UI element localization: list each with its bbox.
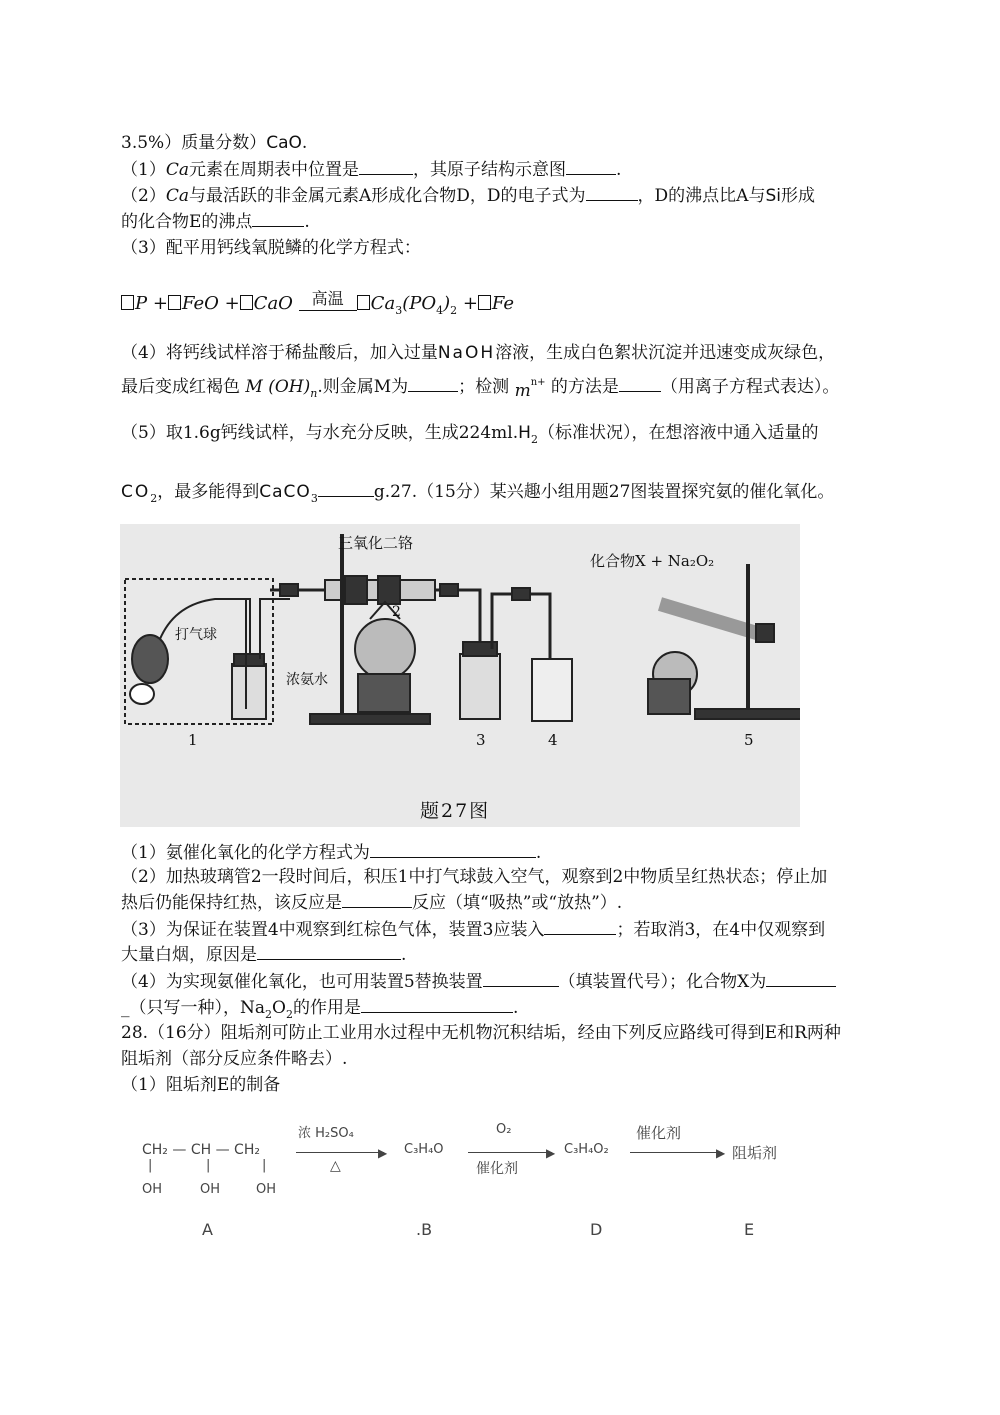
coef-box (357, 295, 370, 310)
part-2-line2: 热后仍能保持红热，该反应是 反应（填“吸热”或“放热”）. (121, 893, 623, 913)
question-3: （3）配平用钙线氧脱鳞的化学方程式： (121, 238, 421, 258)
question-4-line2: 最后变成红褐色 M $(OH)_n$.则金属M为 ；检测 $m^{n+}$ 的方法是 （用离子方程式表达）。 (121, 377, 840, 401)
part-1: （1）氨催化氧化的化学方程式为 . (121, 843, 542, 863)
arrow-2 (468, 1152, 552, 1153)
arrow-1 (296, 1152, 384, 1153)
question-4: （4）将钙线试样溶于稀盐酸后，加入过量NaOH溶液，生成白色絮状沉淀并迅速变成灰绿色， (121, 343, 836, 363)
device-label-5: 5 (744, 731, 754, 749)
device-label-1: 1 (188, 731, 198, 749)
coef-box (478, 295, 491, 310)
device-label-2: 2 (392, 604, 401, 620)
question-5: （5）取1.6g钙线试样，与水充分反映，生成$224ml.H_2$（标准状况），在想溶液中通入适量的 (121, 423, 819, 446)
part-2: （2）加热玻璃管2一段时间后，积压1中打气球鼓入空气，观察到2中物质呈红热状态；停止加 (121, 867, 828, 887)
label-ammonia: 浓氨水 (286, 672, 328, 688)
question-2: （2）Ca与最活跃的非金属元素A形成化合物D，D的电子式为 ，D的沸点比A与Si形成 (121, 186, 815, 206)
coef-box (240, 295, 253, 310)
arrow-3 (630, 1152, 722, 1153)
line-mass-fraction: 3.5%）质量分数）CaO. (121, 133, 308, 153)
label-compound-x: 化合物X + Na₂O₂ (590, 552, 715, 570)
part-4-line2: _（只写一种），$Na_2O_2$的作用是 . (121, 998, 519, 1021)
part-4: （4）为实现氨催化氧化，也可用装置5替换装置 （填装置代号）；化合物X为 (121, 970, 836, 993)
question-28: 28.（16分）阻垢剂可防止工业用水过程中无机物沉积结垢，经由下列反应路线可得到E和R两种 (121, 1023, 841, 1043)
label-E: E (744, 1220, 755, 1239)
label-pump: 打气球 (175, 627, 217, 643)
label-D: D (590, 1220, 603, 1239)
reaction-scheme: CH₂ — CH — CH₂ | | | OH OH OH 浓 H₂SO₄ ▶ △ C₃H₄O O₂ ▶ 催化剂 C₃H₄O₂ 催化剂 ▶ 阻垢剂 A .B D E (142, 1122, 778, 1239)
coef-box (121, 295, 134, 310)
figure-caption: 题27图 (420, 800, 491, 822)
part-3-line2: 大量白烟，原因是 . (121, 945, 407, 965)
balance-equation: P + FeO + CaO 高温 $Ca_3(PO_4)_2 + Fe$ (121, 290, 514, 317)
label-B: .B (416, 1220, 433, 1239)
label-chromium-oxide: 三氧化二铬 (338, 534, 414, 552)
pump-bulb-icon (132, 635, 168, 683)
device-label-4: 4 (548, 731, 558, 749)
glycerol-formula: CH₂ — CH — CH₂ (142, 1142, 260, 1158)
question-5-line2: $CO_2$，最多能得到CaCO$_3$ g.27.（15分）某兴趣小组用题27图装置探究氨的催化氧化。 (121, 482, 835, 505)
question-28-line2: 阻垢剂（部分反应条件略去）. (121, 1049, 348, 1069)
device-label-3: 3 (476, 731, 486, 749)
question-1: （1）Ca元素在周期表中位置是 ，其原子结构示意图 . (121, 160, 622, 180)
part-3: （3）为保证在装置4中观察到红棕色气体，装置3应装入 ；若取消3，在4中仅观察到 (121, 920, 826, 940)
question-28-part1: （1）阻垢剂E的制备 (121, 1075, 281, 1095)
apparatus-figure (120, 524, 800, 827)
coef-box (168, 295, 181, 310)
label-A: A (202, 1220, 213, 1239)
reaction-condition: 高温 (299, 290, 357, 317)
question-2-line2: 的化合物E的沸点 . (121, 212, 310, 232)
